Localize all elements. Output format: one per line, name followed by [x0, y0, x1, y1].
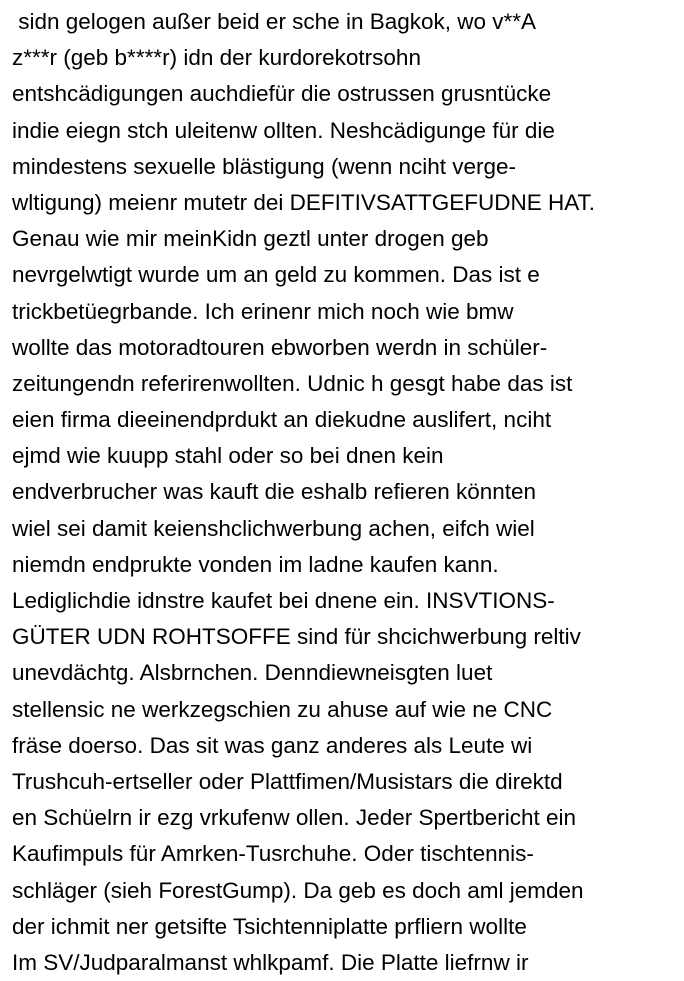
- text-line: eien firma dieeinendprdukt an diekudne auslifert, nciht: [12, 407, 552, 433]
- text-line: zeitungendn referirenwollten. Udnic h gesgt habe das ist: [12, 370, 573, 396]
- text-line: trickbetüegrbande. Ich erinenr mich noch wie bmw: [12, 298, 514, 324]
- text-line: niemdn endprukte vonden im ladne kaufen kann.: [12, 551, 499, 577]
- text-line: ejmd wie kuupp stahl oder so bei dnen kein: [12, 443, 444, 469]
- text-line: sidn gelogen außer beid er sche in Bagkok, wo v**A: [12, 9, 537, 34]
- text-line: Im SV/Judparalmanst whlkpamf. Die Platte liefrnw ir: [12, 949, 529, 975]
- text-line: z***r (geb b****r) idn der kurdorekotrsohn: [12, 45, 421, 71]
- text-line: endverbrucher was kauft die eshalb refieren könnten: [12, 479, 537, 505]
- text-line: Kaufimpuls für Amrken-Tusrchuhe. Oder tischtennis-: [12, 841, 534, 867]
- text-line: Lediglichdie idnstre kaufet bei dnene ein. INSVTIONS-: [12, 588, 555, 613]
- text-line: GÜTER UDN ROHTSOFFE sind für shcichwerbung reltiv: [12, 624, 581, 650]
- text-line: nevrgelwtigt wurde um an geld zu kommen. Das ist e: [12, 262, 540, 288]
- text-line: wltigung) meienr mutetr dei DEFITIVSATTGEFUDNE HAT.: [12, 189, 596, 215]
- text-line: der ichmit ner getsifte Tsichtenniplatte prfliern wollte: [12, 913, 527, 939]
- text-line: Trushcuh-ertseller oder Plattfimen/Musistars die direktd: [12, 768, 563, 794]
- text-line: entshcädigungen auchdiefür die ostrussen grusntücke: [12, 81, 552, 107]
- text-line: mindestens sexuelle blästigung (wenn nciht verge-: [12, 153, 517, 179]
- text-line: schläger (sieh ForestGump). Da geb es doch aml jemden: [12, 877, 584, 903]
- text-line: stellensic ne werkzegschien zu ahuse auf wie ne CNC: [12, 696, 553, 722]
- text-line: wiel sei damit keienshclichwerbung achen, eifch wiel: [12, 515, 535, 541]
- text-line: Genau wie mir meinKidn geztl unter drogen geb: [12, 226, 489, 252]
- document-page: [12, 4, 680, 981]
- text-line: wollte das motoradtouren ebworben werdn in schüler-: [12, 334, 548, 360]
- text-line: unevdächtg. Alsbrnchen. Denndiewneisgten luet: [12, 660, 493, 686]
- text-line: en Schüelrn ir ezg vrkufenw ollen. Jeder Spertbericht ein: [12, 805, 577, 831]
- text-line: indie eiegn stch uleitenw ollten. Neshcädigunge für die: [12, 117, 555, 143]
- text-line: fräse doerso. Das sit was ganz anderes als Leute wi: [12, 732, 533, 758]
